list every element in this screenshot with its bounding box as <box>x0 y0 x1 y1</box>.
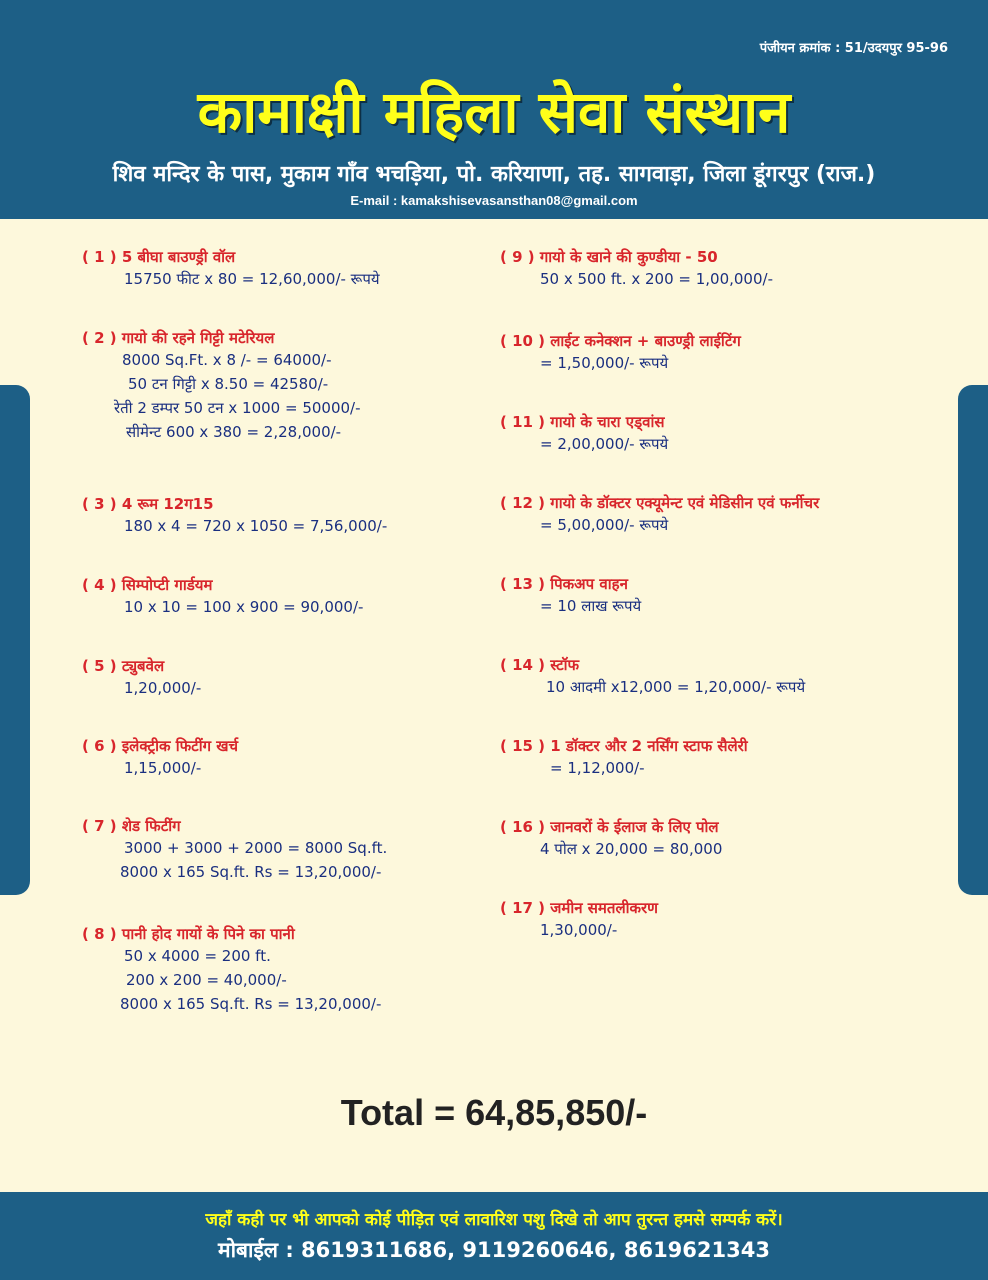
item-line: = 10 लाख रूपये <box>540 597 642 615</box>
budget-item-15 <box>500 736 748 780</box>
item-title: ( 11 ) गायो के चारा एड्वांस <box>500 413 665 431</box>
budget-item-11 <box>500 412 668 456</box>
item-line: 8000 Sq.Ft. x 8 /- = 64000/- <box>122 351 332 369</box>
item-line: 1,15,000/- <box>124 759 202 777</box>
footer-appeal: जहाँ कही पर भी आपको कोई पीड़ित एवं लावारिश पशु दिखे तो आप तुरन्त हमसे सम्पर्क करें। <box>205 1210 783 1230</box>
left-side-tab <box>0 385 30 895</box>
item-line: 1,20,000/- <box>124 679 202 697</box>
item-line: रेती 2 डम्पर 50 टन x 1000 = 50000/- <box>114 399 361 417</box>
item-title: ( 9 ) गायो के खाने की कुण्डीया - 50 <box>500 248 718 266</box>
budget-item-13 <box>500 574 641 618</box>
item-title: ( 2 ) गायो की रहने गिट्टी मटेरियल <box>82 329 275 347</box>
organization-address: शिव मन्दिर के पास, मुकाम गाँव भचड़िया, पो. करियाणा, तह. सागवाड़ा, जिला डूंगरपुर (राज.) <box>112 162 876 187</box>
item-title: ( 8 ) पानी होद गायों के पिने का पानी <box>82 925 295 943</box>
item-line: 10 x 10 = 100 x 900 = 90,000/- <box>124 598 364 616</box>
item-line: सीमेन्ट 600 x 380 = 2,28,000/- <box>126 423 342 441</box>
item-line: = 1,12,000/- <box>550 759 645 777</box>
item-line: = 5,00,000/- रूपये <box>540 516 669 534</box>
item-title: ( 6 ) इलेक्ट्रीक फिटींग खर्च <box>82 737 239 755</box>
budget-item-1 <box>82 247 380 291</box>
item-line: 50 टन गिट्टी x 8.50 = 42580/- <box>128 375 329 393</box>
item-title: ( 4 ) सिम्पोप्टी गार्डयम <box>82 576 213 594</box>
item-title: ( 17 ) जमीन समतलीकरण <box>500 899 658 917</box>
item-line: 8000 x 165 Sq.ft. Rs = 13,20,000/- <box>120 863 382 881</box>
organization-email: E-mail : kamakshisevasansthan08@gmail.com <box>350 193 638 208</box>
registration-number: पंजीयन क्रमांक : 51/उदयपुर 95-96 <box>759 41 948 56</box>
item-line: 4 पोल x 20,000 = 80,000 <box>540 840 723 858</box>
item-line: 1,30,000/- <box>540 921 618 939</box>
item-title: ( 13 ) पिकअप वाहन <box>500 575 628 593</box>
right-side-tab <box>958 385 988 895</box>
item-line: 200 x 200 = 40,000/- <box>126 971 287 989</box>
budget-item-6 <box>82 736 238 780</box>
organization-name: कामाक्षी महिला सेवा संस्थान <box>197 78 791 146</box>
budget-item-4 <box>82 575 363 619</box>
item-title: ( 15 ) 1 डॉक्टर और 2 नर्सिंग स्टाफ सैलेरी <box>500 737 748 755</box>
item-line: 50 x 4000 = 200 ft. <box>124 947 271 965</box>
grand-total: Total = 64,85,850/- <box>340 1092 648 1133</box>
budget-item-17 <box>500 898 658 942</box>
item-title: ( 3 ) 4 रूम 12ग15 <box>82 495 214 513</box>
item-title: ( 5 ) ट्युबवेल <box>82 657 165 675</box>
item-line: = 2,00,000/- रूपये <box>540 435 669 453</box>
item-line: = 1,50,000/- रूपये <box>540 354 669 372</box>
budget-item-7 <box>82 816 387 884</box>
item-title: ( 7 ) शेड फिटींग <box>82 817 181 835</box>
item-line: 180 x 4 = 720 x 1050 = 7,56,000/- <box>124 517 388 535</box>
item-title: ( 10 ) लाईट कनेक्शन + बाउण्ड्री लाईटिंग <box>500 332 741 350</box>
item-title: ( 1 ) 5 बीघा बाउण्ड्री वॉल <box>82 248 236 266</box>
budget-item-3 <box>82 494 387 538</box>
budget-item-2 <box>82 328 361 444</box>
budget-item-5 <box>82 656 201 700</box>
budget-item-9 <box>500 247 773 291</box>
item-title: ( 14 ) स्टॉफ <box>500 656 580 674</box>
item-line: 8000 x 165 Sq.ft. Rs = 13,20,000/- <box>120 995 382 1013</box>
item-line: 3000 + 3000 + 2000 = 8000 Sq.ft. <box>124 839 388 857</box>
budget-item-16 <box>500 817 722 861</box>
item-title: ( 16 ) जानवरों के ईलाज के लिए पोल <box>500 818 719 836</box>
budget-item-10 <box>500 331 741 375</box>
contact-mobile-numbers: मोबाईल : 8619311686, 9119260646, 8619621343 <box>218 1238 770 1262</box>
budget-item-14 <box>500 655 805 699</box>
item-line: 15750 फीट x 80 = 12,60,000/- रूपये <box>124 270 380 288</box>
item-title: ( 12 ) गायो के डॉक्टर एक्यूमेन्ट एवं मेडिसीन एवं फर्नीचर <box>500 494 820 512</box>
budget-item-12 <box>500 493 819 537</box>
item-line: 10 आदमी x12,000 = 1,20,000/- रूपये <box>546 678 806 696</box>
budget-item-8 <box>82 924 381 1016</box>
item-line: 50 x 500 ft. x 200 = 1,00,000/- <box>540 270 773 288</box>
